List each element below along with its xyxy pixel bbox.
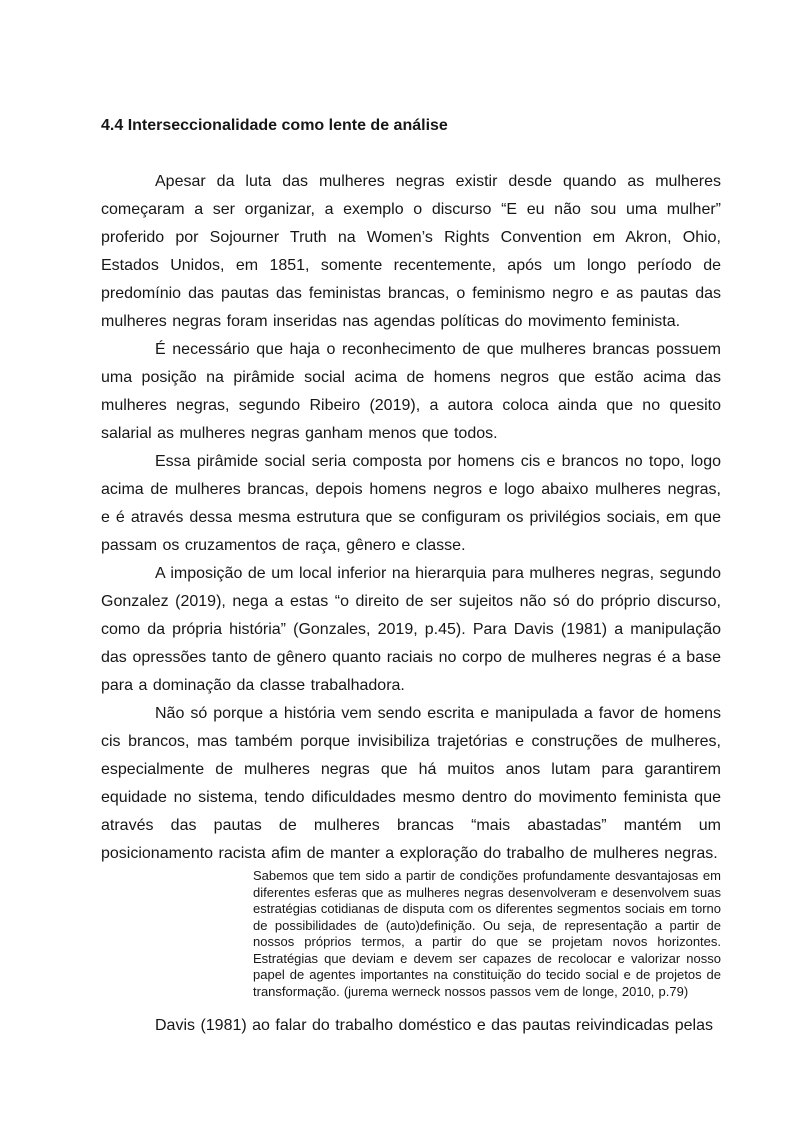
- paragraph-1: Apesar da luta das mulheres negras existir desde quando as mulheres começaram a ser organizar, a exemplo o discurso “E eu não sou uma mulher” proferido por Sojourner Truth na Women’s Rights Convention em Akron, Ohio, Estados Unidos, em 1851, somente recentemente, após um longo período de predomínio das pautas das feministas brancas, o feminismo negro e as pautas das mulheres negras foram inseridas nas agendas políticas do movimento feminista.: [101, 173, 721, 330]
- section-heading: 4.4 Interseccionalidade como lente de análise: [101, 117, 448, 134]
- paragraph-5: Não só porque a história vem sendo escrita e manipulada a favor de homens cis brancos, mas também porque invisibiliza trajetórias e construções de mulheres, especialmente de mulheres negras que há muitos anos lutam para garantirem equidade no sistema, tendo dificuldades mesmo dentro do movimento feminista que através das pautas de mulheres brancas “mais abastadas” mantém um posicionamento racista afim de manter a exploração do trabalho de mulheres negras.: [101, 705, 721, 862]
- block-quote: Sabemos que tem sido a partir de condições profundamente desvantajosas em diferentes esferas que as mulheres negras desenvolveram e desenvolvem suas estratégias cotidianas de disputa com os diferentes segmentos sociais em torno de possibilidades de (auto)definição. Ou seja, de representação a partir de nossos próprios termos, a partir do que se projetam novos horizontes. Estratégias que deviam e devem ser capazes de recolocar e valorizar nosso papel de agentes importantes na constituição do tecido social e de projetos de transformação. (jurema werneck nossos passos vem de longe, 2010, p.79): [253, 868, 721, 999]
- paragraph-2: É necessário que haja o reconhecimento de que mulheres brancas possuem uma posição na pirâmide social acima de homens negros que estão acima das mulheres negras, segundo Ribeiro (2019), a autora coloca ainda que no quesito salarial as mulheres negras ganham menos que todos.: [101, 341, 721, 442]
- paragraph-3: Essa pirâmide social seria composta por homens cis e brancos no topo, logo acima de mulheres brancas, depois homens negros e logo abaixo mulheres negras, e é através dessa mesma estrutura que se configuram os privilégios sociais, em que passam os cruzamentos de raça, gênero e classe.: [101, 453, 721, 554]
- page-content: [101, 112, 721, 1040]
- paragraph-4: A imposição de um local inferior na hierarquia para mulheres negras, segundo Gonzalez (2019), nega a estas “o direito de ser sujeitos não só do próprio discurso, como da própria história” (Gonzales, 2019, p.45). Para Davis (1981) a manipulação das opressões tanto de gênero quanto raciais no corpo de mulheres negras é a base para a dominação da classe trabalhadora.: [101, 565, 721, 694]
- closing-paragraph: Davis (1981) ao falar do trabalho doméstico e das pautas reivindicadas pelas: [155, 1017, 713, 1034]
